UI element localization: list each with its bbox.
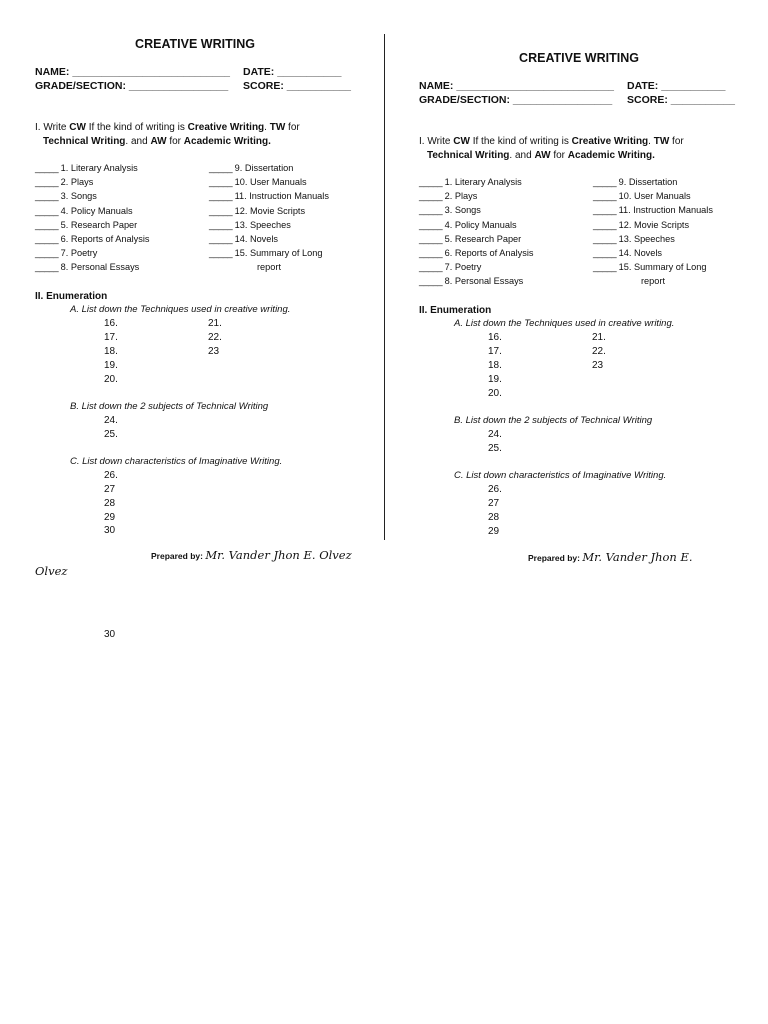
part-a-prompt: A. List down the Techniques used in creative writing. xyxy=(70,304,291,315)
answer-number: 21. xyxy=(592,332,606,343)
prepared-by: Prepared by: Mr. Vander Jhon E. xyxy=(528,550,693,564)
list-item: _____ 7. Poetry xyxy=(419,262,482,272)
answer-number: 22. xyxy=(592,346,606,357)
answer-number: 30 xyxy=(104,525,116,536)
column-divider xyxy=(384,34,385,540)
worksheet-title: CREATIVE WRITING xyxy=(519,51,639,65)
answer-number: 26. xyxy=(488,484,502,495)
answer-number: 17. xyxy=(104,332,118,343)
answer-number: 21. xyxy=(208,318,222,329)
answer-number: 18. xyxy=(104,346,118,357)
answer-number: 24. xyxy=(488,429,502,440)
list-item: _____ 10. User Manuals xyxy=(209,177,307,187)
date-field: DATE: ___________ xyxy=(627,80,726,92)
list-item: _____ 14. Novels xyxy=(593,248,663,258)
answer-number: 17. xyxy=(488,346,502,357)
list-item: _____ 13. Speeches xyxy=(209,220,291,230)
answer-number: 22. xyxy=(208,332,222,343)
list-item: _____ 3. Songs xyxy=(35,191,97,201)
score-field: SCORE: ___________ xyxy=(627,94,735,106)
list-item: _____ 9. Dissertation xyxy=(593,177,678,187)
answer-number: 27 xyxy=(104,484,116,495)
list-item: _____ 2. Plays xyxy=(35,177,94,187)
list-item: _____ 5. Research Paper xyxy=(35,220,138,230)
answer-number: 29 xyxy=(104,512,116,523)
list-item: _____ 8. Personal Essays xyxy=(419,276,524,286)
answer-number: 23 xyxy=(208,346,220,357)
list-item: _____ 6. Reports of Analysis xyxy=(35,234,150,244)
prepared-by: Prepared by: Mr. Vander Jhon E. Olvez xyxy=(151,548,352,562)
list-item: _____ 11. Instruction Manuals xyxy=(593,205,713,215)
part-b-prompt: B. List down the 2 subjects of Technical Writing xyxy=(70,401,269,412)
list-item-continuation: report xyxy=(641,276,666,286)
list-item: _____ 4. Policy Manuals xyxy=(35,206,133,216)
part-b-prompt: B. List down the 2 subjects of Technical Writing xyxy=(454,415,653,426)
answer-number: 28 xyxy=(488,512,500,523)
grade-section-field: GRADE/SECTION: _________________ xyxy=(419,94,613,106)
list-item: _____ 1. Literary Analysis xyxy=(419,177,522,187)
stray-number: 30 xyxy=(104,629,116,640)
answer-number: 25. xyxy=(104,429,118,440)
answer-number: 16. xyxy=(488,332,502,343)
part-a-prompt: A. List down the Techniques used in creative writing. xyxy=(454,318,675,329)
list-item: _____ 5. Research Paper xyxy=(419,234,522,244)
answer-number: 25. xyxy=(488,443,502,454)
answer-number: 20. xyxy=(104,374,118,385)
answer-number: 16. xyxy=(104,318,118,329)
answer-number: 20. xyxy=(488,388,502,399)
list-item: _____ 6. Reports of Analysis xyxy=(419,248,534,258)
list-item: _____ 2. Plays xyxy=(419,191,478,201)
list-item: _____ 14. Novels xyxy=(209,234,279,244)
date-field: DATE: ___________ xyxy=(243,66,342,78)
list-item-continuation: report xyxy=(257,262,282,272)
worksheet-title: CREATIVE WRITING xyxy=(135,37,255,51)
section-heading: II. Enumeration xyxy=(35,291,108,302)
answer-number: 24. xyxy=(104,415,118,426)
section-heading: II. Enumeration xyxy=(419,305,492,316)
list-item: _____ 9. Dissertation xyxy=(209,163,294,173)
instruction-text: I. Write CW If the kind of writing is Creative Writing. TW for Technical Writing. and AW for Academic Writing. xyxy=(419,136,684,161)
grade-section-field: GRADE/SECTION: _________________ xyxy=(35,80,229,92)
instruction-text: I. Write CW If the kind of writing is Creative Writing. TW for Technical Writing. and AW for Academic Writing. xyxy=(35,122,300,147)
list-item: _____ 11. Instruction Manuals xyxy=(209,191,329,201)
list-item: _____ 7. Poetry xyxy=(35,248,98,258)
answer-number: 27 xyxy=(488,498,500,509)
list-item: _____ 8. Personal Essays xyxy=(35,262,140,272)
part-c-prompt: C. List down characteristics of Imaginative Writing. xyxy=(70,456,283,467)
answer-number: 29 xyxy=(488,526,500,537)
list-item: _____ 4. Policy Manuals xyxy=(419,220,517,230)
list-item: _____ 13. Speeches xyxy=(593,234,675,244)
list-item: _____ 3. Songs xyxy=(419,205,481,215)
list-item: _____ 15. Summary of Long xyxy=(209,248,323,258)
name-field: NAME: ___________________________ xyxy=(419,80,614,92)
list-item: _____ 15. Summary of Long xyxy=(593,262,707,272)
answer-number: 26. xyxy=(104,470,118,481)
score-field: SCORE: ___________ xyxy=(243,80,351,92)
list-item: _____ 12. Movie Scripts xyxy=(209,206,306,216)
part-c-prompt: C. List down characteristics of Imaginative Writing. xyxy=(454,470,667,481)
answer-number: 19. xyxy=(104,360,118,371)
list-item: _____ 1. Literary Analysis xyxy=(35,163,138,173)
name-field: NAME: ___________________________ xyxy=(35,66,230,78)
answer-number: 19. xyxy=(488,374,502,385)
stray-surname: Olvez xyxy=(35,564,68,578)
list-item: _____ 12. Movie Scripts xyxy=(593,220,690,230)
answer-number: 28 xyxy=(104,498,116,509)
answer-number: 23 xyxy=(592,360,604,371)
answer-number: 18. xyxy=(488,360,502,371)
list-item: _____ 10. User Manuals xyxy=(593,191,691,201)
